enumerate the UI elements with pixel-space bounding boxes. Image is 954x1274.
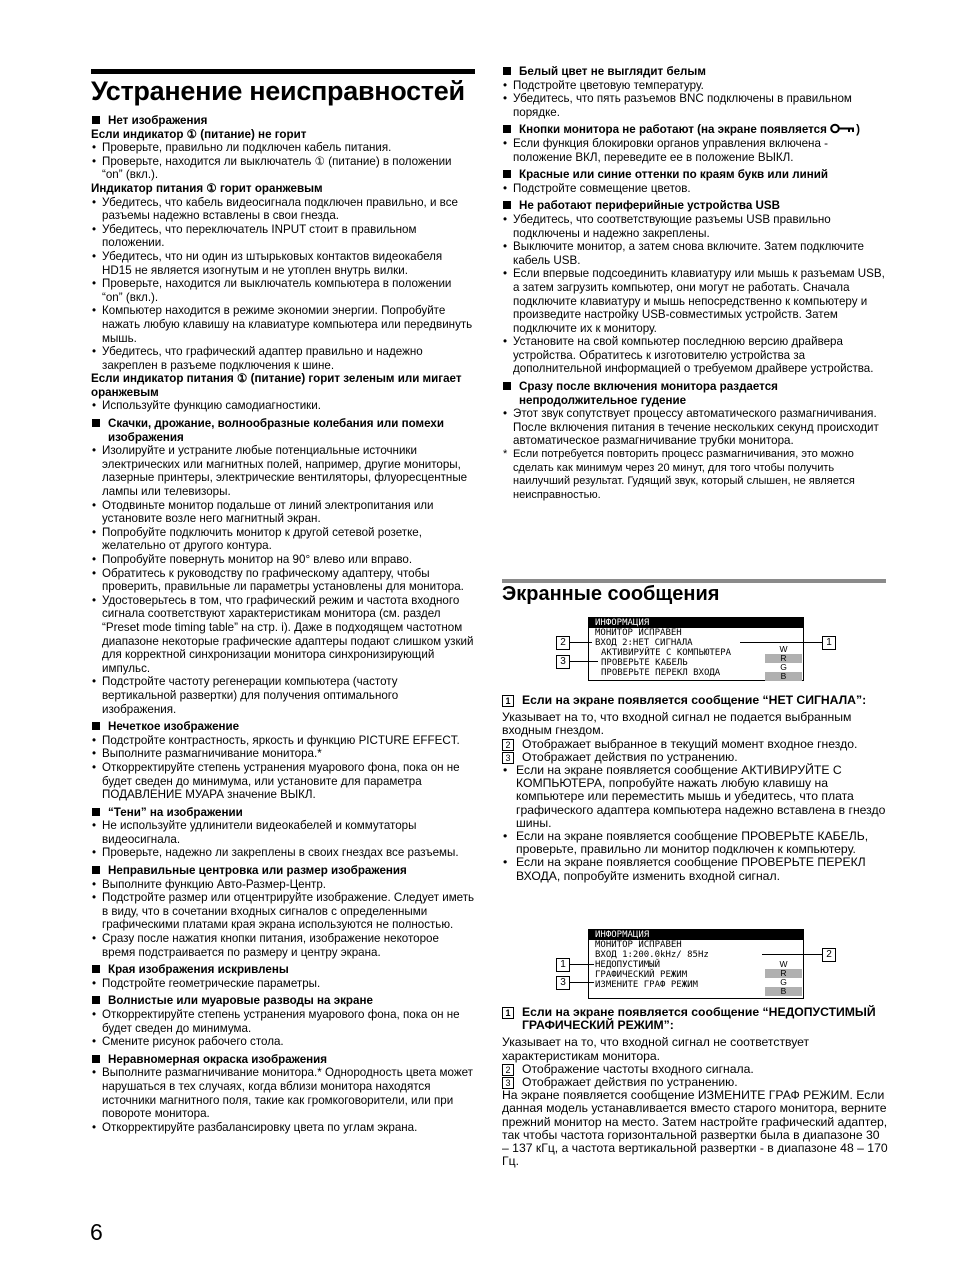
page-title: Устранение неисправностей — [91, 76, 465, 106]
osd-line: ПРОВЕРЬТЕ ПЕРЕКЛ ВХОДА — [601, 668, 721, 678]
rgb-r: R — [765, 969, 802, 978]
list-item: • Если функция блокировки органов управления включена - положение ВКЛ, переведите ее в положение ВЫКЛ. — [502, 137, 888, 164]
page-number: 6 — [90, 1219, 103, 1245]
osd-header: ИНФОРМАЦИЯ — [589, 930, 803, 940]
list-item: • Выполните размагничивание монитора.* Однородность цвета может нарушаться в тех случаях, когда вблизи монитора находятся источники магнитного поля, такие как громкоговорители, или при повороте монитора. — [91, 1066, 475, 1120]
callout-1: 1 — [822, 636, 836, 650]
callout-2: 2 — [822, 948, 836, 962]
list-item: • Если на экране появляется сообщение ПРОВЕРЬТЕ КАБЕЛЬ, проверьте, правильно ли монитор подключен к компьютеру. — [502, 830, 888, 856]
osd-line: МОНИТОР ИСПРАВЕН — [595, 940, 682, 950]
list-item: • Обратитесь к руководству по графическому адаптеру, чтобы проверить, правильные ли параметры установлены для монитора. — [91, 567, 475, 594]
num-box: 1 — [502, 695, 514, 707]
list-item: • Попробуйте повернуть монитор на 90° влево или вправо. — [91, 553, 475, 567]
callout-line — [570, 642, 592, 643]
rgb-b: B — [765, 987, 802, 996]
num-box: 2 — [502, 739, 514, 751]
list-item: • Смените рисунок рабочего стола. — [91, 1035, 475, 1049]
numbered-heading — [502, 694, 888, 707]
section-heading: Края изображения искривлены — [91, 963, 475, 977]
list-item: • Не используйте удлинители видеокабелей и коммутаторы видеосигнала. — [91, 819, 475, 846]
list-item: • Проверьте, находится ли выключатель компьютера в положении “on” (вкл.). — [91, 277, 475, 304]
list-item: • Подстройте геометрические параметры. — [91, 977, 475, 991]
callout-3: 3 — [556, 655, 570, 669]
list-item: • Подстройте совмещение цветов. — [502, 182, 888, 196]
list-item: • Подстройте размер или отцентрируйте изображение. Следует иметь в виду, что в сочетании входных сигналов с определенными графическими платами края экрана используются не полностью. — [91, 891, 475, 932]
footnote: * Если потребуется повторить процесс размагничивания, это можно сделать как минимум через 20 минут, для того чтобы получить наилучший результат. Гудящий звук, который слышен, не является неисправностью. — [502, 448, 888, 502]
num-box: 1 — [502, 1007, 514, 1019]
callout-line — [740, 642, 822, 643]
list-item: • Этот звук сопутствует процессу автоматического размагничивания. После включения питания в течение нескольких секунд происходит автоматическое размагничивание трубки монитора. — [502, 407, 888, 448]
list-item: • Откорректируйте степень устранения муарового фона, пока он не будет сведен до минимума. — [91, 1008, 475, 1035]
subheading: Если индикатор ① (питание) не горит — [91, 127, 307, 141]
list-item: • Компьютер находится в режиме экономии энергии. Попробуйте нажать любую клавишу на клавиатуре компьютера или передвинуть мышь. — [91, 304, 475, 345]
list-item: • Откорректируйте степень устранения муарового фона, пока он не будет сведен до минимума, или установите для параметра ПОДАВЛЕНИЕ МУАРА значение ВЫКЛ. — [91, 761, 475, 802]
num-box: 2 — [502, 1064, 514, 1076]
rgb-g: G — [780, 662, 787, 672]
rgb-legend — [765, 645, 802, 681]
list-item: • Подстройте частоту регенерации компьютера (частоту вертикальной развертки) для получения оптимального изображения. — [91, 675, 475, 716]
rgb-w: W — [779, 959, 788, 969]
list-item: • Используйте функцию самодиагностики. — [91, 399, 475, 413]
osd-no-signal — [588, 617, 804, 681]
paragraph: На экране появляется сообщение ИЗМЕНИТЕ ГРАФ РЕЖИМ. Если данная модель устанавливается вместо старого монитора, верните прежний монитор на место. Затем настройте графический адаптер, так чтобы частота горизонтальной развертки была в диапазоне 30 – 137 кГц, а частота вертикальной развертки - в диапазоне 48 – 170 Гц. — [502, 1088, 888, 1169]
list-item: • Удостоверьтесь в том, что графический режим и частота входного сигнала соответствуют характеристикам монитора (см. раздел “Preset mode timing table” на стр. i). Даже в подходящем частотном диапазоне некоторые графические адаптеры подают слишком узкий для корректной синхронизации монитора синхронизирующий импульс. — [91, 594, 475, 676]
list-item: • Убедитесь, что ни один из штырьковых контактов видеокабеля HD15 не является изогнутым и не утоплен внутрь вилки. — [91, 250, 475, 277]
list-item: • Выключите монитор, а затем снова включите. Затем подключите кабель USB. — [502, 240, 888, 267]
section-heading: Красные или синие оттенки по краям букв или линий — [502, 168, 888, 182]
osd-line: ИЗМЕНИТЕ ГРАФ РЕЖИМ — [595, 980, 698, 990]
osd-line: ВХОД 2:НЕТ СИГНАЛА — [595, 638, 693, 648]
subheading: Индикатор питания ① горит оранжевым — [91, 181, 323, 195]
list-item: • Подстройте контрастность, яркость и функцию PICTURE EFFECT. — [91, 734, 475, 748]
item-text: Отображает выбранное в текущий момент входное гнездо. — [522, 736, 858, 751]
list-item: • Изолируйте и устраните любые потенциальные источники электрических или магнитных полей, например, другие мониторы, лазерные принтеры, электрические вентиляторы, флуоресцентные лампы или телевизоры. — [91, 444, 475, 498]
list-item: • Если впервые подсоединить клавиатуру или мышь к разъемам USB, а затем загрузить компьютер, они могут не работать. Сначала подключите клавиатуру и мышь непосредственно к компьютеру и произведите настройку USB-совместимых устройств. Затем подключите их к монитору. — [502, 267, 888, 335]
list-item: • Убедитесь, что пять разъемов BNC подключены в правильном порядке. — [502, 92, 888, 119]
section-heading: Нечеткое изображение — [91, 720, 475, 734]
subheading: Если индикатор питания ① (питание) горит зеленым или мигает оранжевым — [91, 372, 462, 399]
list-item: • Сразу после нажатия кнопки питания, изображение некоторое время подстраивается по размеру и центру экрана. — [91, 932, 475, 959]
list-item: • Убедитесь, что соответствующие разъемы USB правильно подключены и надежно закреплены. — [502, 213, 888, 240]
numbered-item — [502, 1076, 888, 1089]
osd-line: МОНИТОР ИСПРАВЕН — [595, 628, 682, 638]
section-heading: Не работают периферийные устройства USB — [502, 199, 888, 213]
list-item: • Проверьте, правильно ли подключен кабель питания. — [91, 141, 475, 155]
list-item: • Проверьте, надежно ли закреплены в своих гнездах все разъемы. — [91, 846, 475, 860]
osd-line: АКТИВИРУЙТЕ С КОМПЬЮТЕРА — [601, 648, 732, 658]
callout-line — [570, 661, 598, 662]
rgb-b: B — [765, 672, 802, 681]
rgb-w: W — [779, 644, 788, 654]
callout-line — [570, 964, 594, 965]
osd-line: ПРОВЕРЬТЕ КАБЕЛЬ — [601, 658, 688, 668]
callout-line — [570, 982, 594, 983]
paragraph: Указывает на то, что входной сигнал не соответствует характеристикам монитора. — [502, 1035, 810, 1063]
list-item: • Если на экране появляется сообщение ПРОВЕРЬТЕ ПЕРЕКЛ ВХОДА, попробуйте изменить входной сигнал. — [502, 856, 888, 882]
numbered-heading — [502, 1006, 888, 1032]
section-title: Экранные сообщения — [502, 583, 720, 605]
callout-1: 1 — [556, 958, 570, 972]
osd-header: ИНФОРМАЦИЯ — [589, 618, 803, 628]
list-item: • Установите на свой компьютер последнюю версию драйвера устройства. Обратитесь к изготовителю устройства за дополнительной информацией о требуемом драйвере устройства. — [502, 335, 888, 376]
num-box: 3 — [502, 752, 514, 764]
list-item: • Выполните размагничивание монитора.* — [91, 747, 475, 761]
section-heading: “Тени” на изображении — [91, 806, 475, 820]
list-item: • Убедитесь, что переключатель INPUT стоит в правильном положении. — [91, 223, 475, 250]
title-rule — [91, 69, 475, 74]
section-heading: Нет изображения — [91, 114, 475, 128]
section-heading: Белый цвет не выглядит белым — [502, 65, 888, 79]
heading-text: Если на экране появляется сообщение “НЕДОПУСТИМЫЙ ГРАФИЧЕСКИЙ РЕЖИМ”: — [522, 1005, 876, 1033]
rgb-g: G — [780, 977, 787, 987]
section-heading: Скачки, дрожание, волнообразные колебания или помехи изображения — [91, 417, 475, 444]
item-text: Отображает действия по устранению. — [522, 1075, 738, 1090]
list-item: • Откорректируйте разбалансировку цвета по углам экрана. — [91, 1121, 475, 1135]
list-item: • Убедитесь, что кабель видеосигнала подключен правильно, и все разъемы надежно вставлены в свои гнезда. — [91, 196, 475, 223]
paragraph: Указывает на то, что входной сигнал не подается выбранным входным гнездом. — [502, 710, 852, 738]
heading-text: Если на экране появляется сообщение “НЕТ СИГНАЛА”: — [522, 693, 867, 707]
section-heading: Неправильные центровка или размер изображения — [91, 864, 475, 878]
item-text: Отображает действия по устранению. — [522, 749, 738, 764]
osd-line: НЕДОПУСТИМЫЙ — [595, 960, 661, 970]
key-icon — [830, 123, 856, 134]
num-box: 3 — [502, 1077, 514, 1089]
section-heading: Сразу после включения монитора раздается непродолжительное гудение — [502, 380, 888, 407]
list-item: • Попробуйте подключить монитор к другой сетевой розетке, желательно от другого контура. — [91, 526, 475, 553]
list-item: • Убедитесь, что графический адаптер правильно и надежно закреплен в разъеме подключения к шине. — [91, 345, 475, 372]
callout-2: 2 — [556, 636, 570, 650]
message-1-block — [502, 694, 888, 883]
osd-invalid-mode — [588, 929, 804, 999]
section-heading: Неравномерная окраска изображения — [91, 1053, 475, 1067]
rgb-legend — [765, 960, 802, 996]
list-item: • Выполните функцию Авто-Размер-Центр. — [91, 878, 475, 892]
message-2-block — [502, 1006, 888, 1168]
callout-3: 3 — [556, 976, 570, 990]
list-item: • Если на экране появляется сообщение АКТИВИРУЙТЕ С КОМПЬЮТЕРА, попробуйте нажать любую клавишу на компьютере или переместить мышь и убедитесь, что плата графического адаптера компьютера надежно вставлена в гнездо шины. — [502, 764, 888, 830]
list-item: • Отодвиньте монитор подальше от линий электропитания или установите возле него магнитный экран. — [91, 499, 475, 526]
section-heading: Волнистые или муаровые разводы на экране — [91, 994, 475, 1008]
section-heading: Кнопки монитора не работают (на экране появляется ) — [502, 123, 888, 137]
osd-line: ГРАФИЧЕСКИЙ РЕЖИМ — [595, 970, 688, 980]
left-column — [91, 114, 475, 1134]
callout-line — [762, 954, 822, 955]
section-heading-text: Кнопки монитора не работают (на экране появляется — [519, 123, 827, 137]
item-text: Отображение частоты входного сигнала. — [522, 1061, 754, 1076]
rgb-r: R — [765, 654, 802, 663]
osd-line: ВХОД 1:200.0kHz/ 85Hz — [595, 950, 709, 960]
list-item: • Проверьте, находится ли выключатель ① (питание) в положении “on” (вкл.). — [91, 155, 475, 182]
right-column-top — [502, 65, 888, 502]
list-item: • Подстройте цветовую температуру. — [502, 79, 888, 93]
